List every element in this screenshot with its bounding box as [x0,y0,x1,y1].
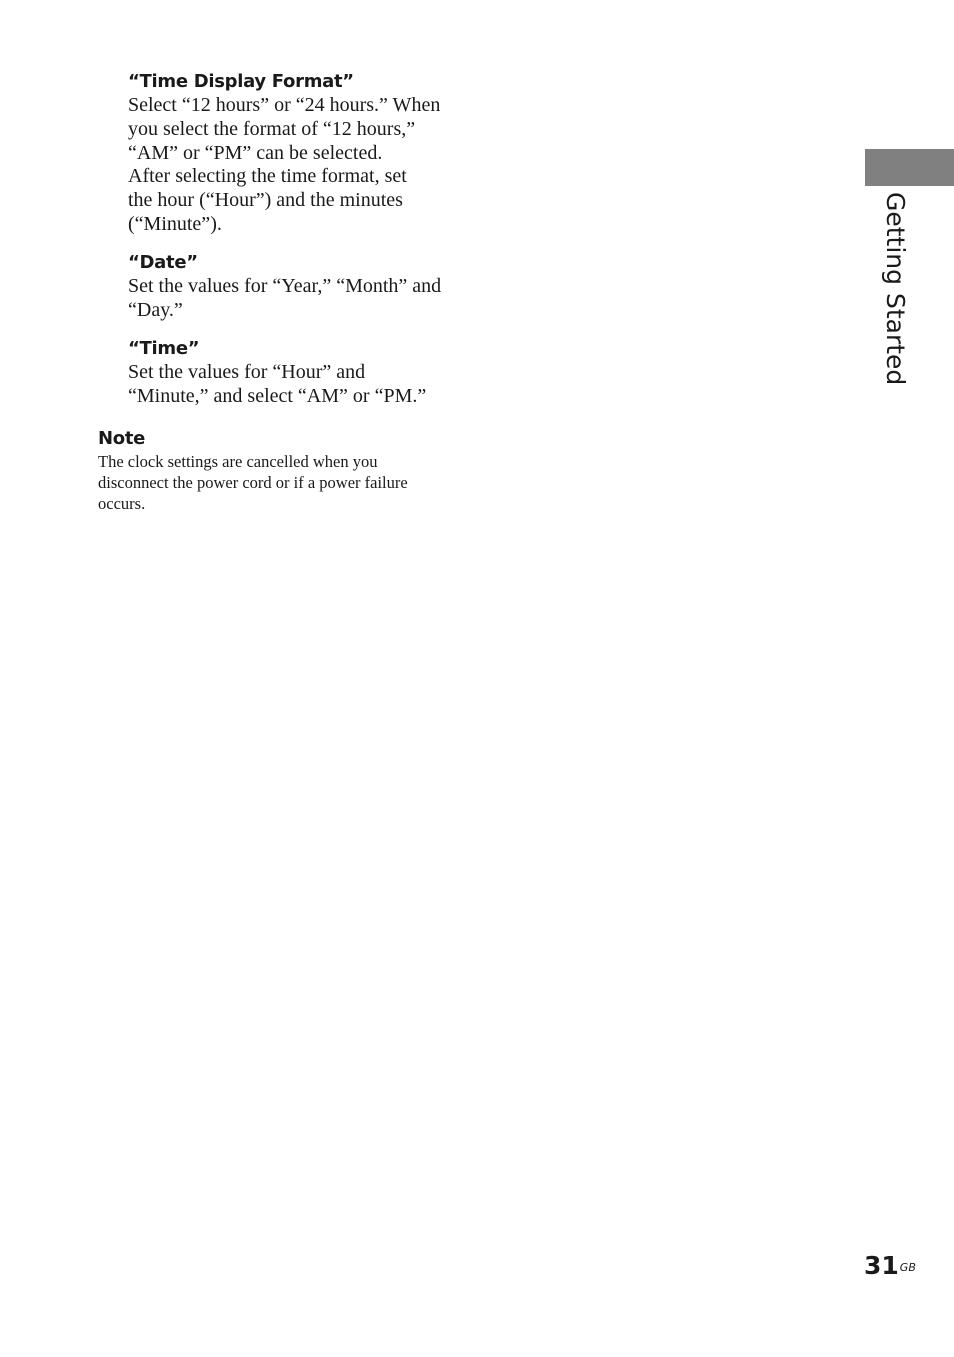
note-section [98,427,458,514]
option-heading: “Date” [128,252,198,273]
section-tab-marker [865,149,954,186]
option-description: Select “12 hours” or “24 hours.” When you select the format of “12 hours,” “AM” or “PM” can be selected. After selecting the time format, set the hour (“Hour”) and the minutes (“Minute”). [128,94,441,235]
option-date [128,251,458,323]
page-region-suffix: GB [899,1261,916,1274]
page-number-value: 31 [864,1251,899,1280]
option-time [128,337,458,409]
option-heading: “Time” [128,338,200,359]
section-tab-label: Getting Started [881,192,910,386]
page-number [864,1250,916,1282]
note-heading: Note [98,428,146,449]
option-description: Set the values for “Year,” “Month” and “Day.” [128,275,442,321]
option-time-display-format [128,70,458,237]
option-description: Set the values for “Hour” and “Minute,” and select “AM” or “PM.” [128,361,427,407]
note-body: The clock settings are cancelled when you disconnect the power cord or if a power failure occurs. [98,452,408,513]
option-heading: “Time Display Format” [128,71,354,92]
